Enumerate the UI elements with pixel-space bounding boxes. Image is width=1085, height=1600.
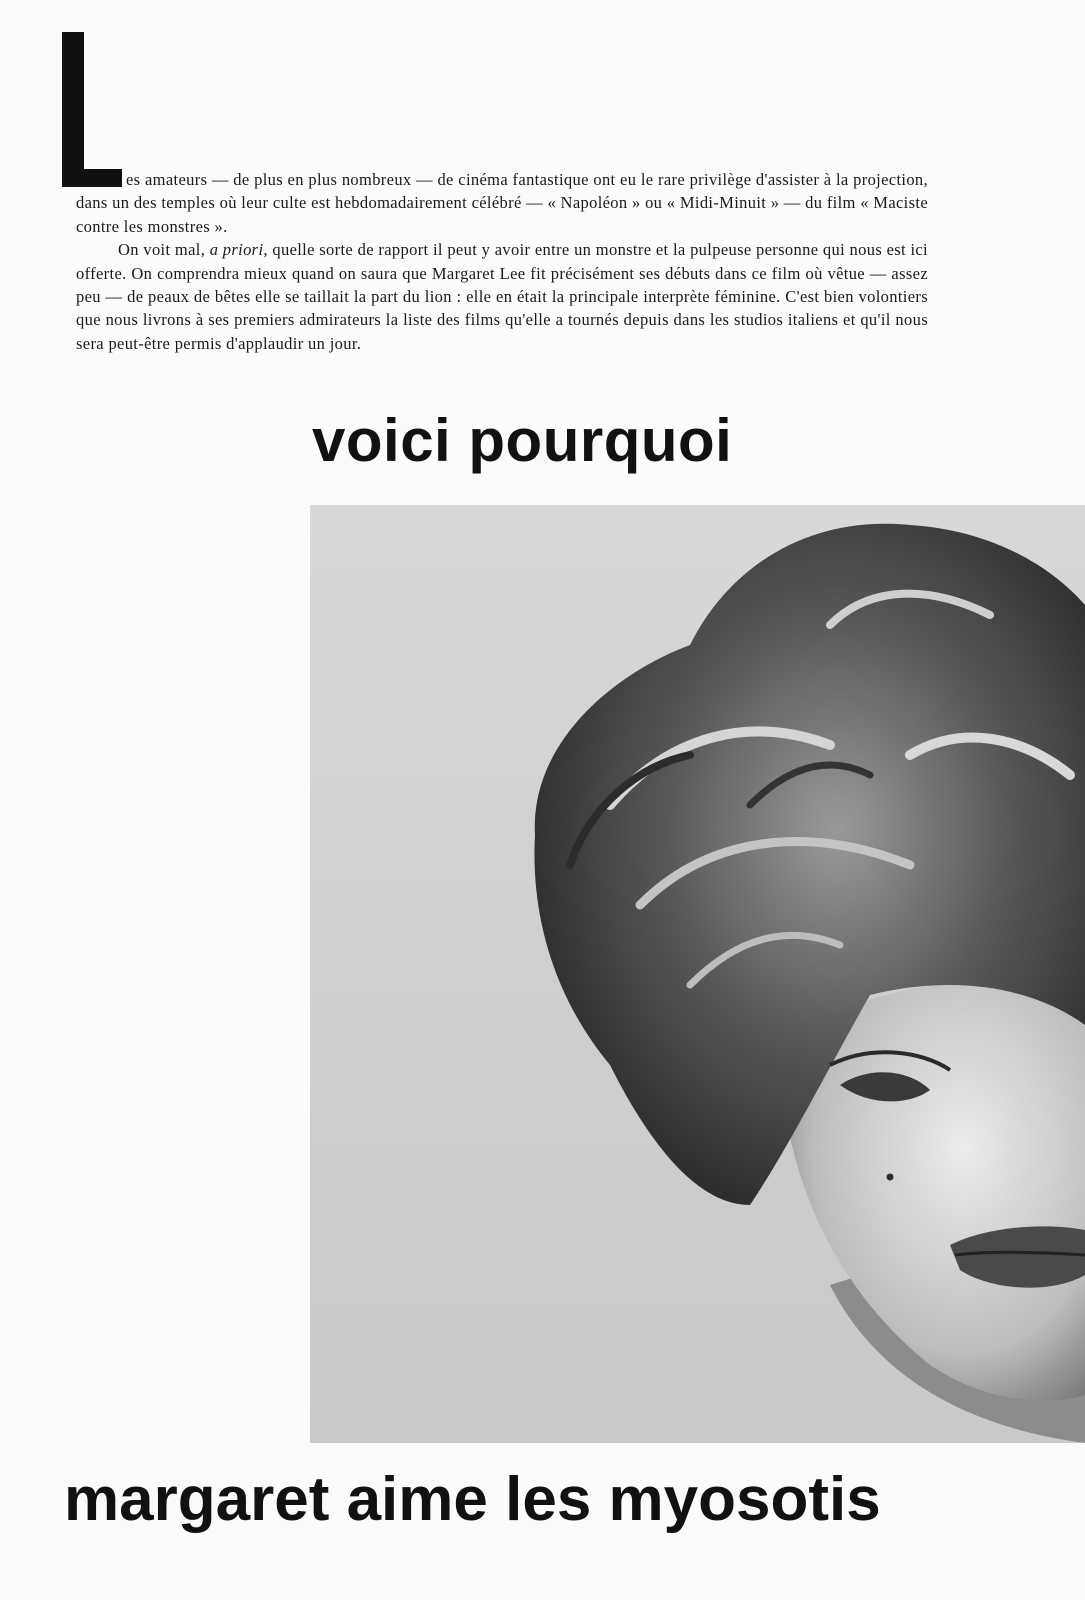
article-body: [76, 168, 928, 355]
portrait-illustration: [310, 505, 1085, 1443]
portrait-photo: [310, 505, 1085, 1443]
article-paragraph-2: On voit mal, a priori, quelle sorte de rapport il peut y avoir entre un monstre et la pulpeuse personne qui nous est ici offerte. On comprendra mieux quand on saura que Margaret Lee fit précisément ses débuts dans ce film où vêtue — assez peu — de peaux de bêtes elle se taillait la part du lion : elle en était la principale interprète féminine. C'est bien volontiers que nous livrons à ses premiers admirateurs la liste des films qu'elle a tournés depuis dans les studios italiens et qu'il nous sera peut-être permis d'applaudir un jour.: [76, 240, 928, 353]
headline-top: voici pourquoi: [312, 407, 733, 474]
italic-phrase: a priori: [209, 240, 264, 260]
article-paragraph-1: es amateurs — de plus en plus nombreux — de cinéma fantastique ont eu le rare privilège d'assister à la projection, dans un des temples où leur culte est hebdomadairement célébré — « Napoléon » ou « Midi-Minuit » — du film « Maciste contre les monstres ».: [76, 170, 928, 236]
drop-cap-letter-l: [62, 32, 122, 187]
headline-bottom: margaret aime les myosotis: [64, 1465, 881, 1534]
